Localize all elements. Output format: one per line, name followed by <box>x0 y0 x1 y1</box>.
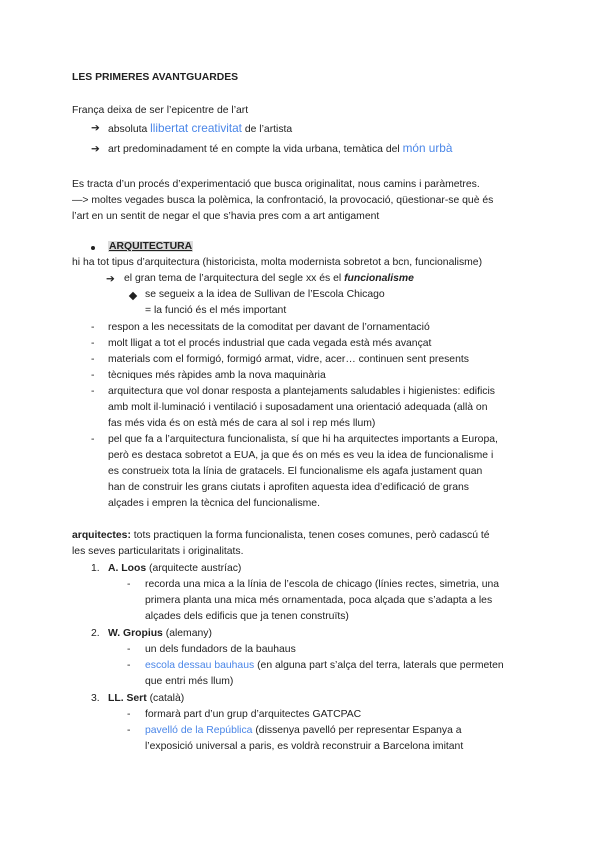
paragraph-line: l’art en un sentit de negar el que s’havia pres com a art antigament <box>72 211 380 222</box>
list-item-continuation: amb molt il·luminació i ventilació i suposadament una orientació adequada (allà on <box>108 402 488 413</box>
bullet-icon <box>91 246 95 250</box>
architects-intro-continuation: les seves particularitats i originalitats. <box>72 546 244 557</box>
sub-item: se segueix a la idea de Sullivan de l’Escola Chicago <box>145 289 385 300</box>
intro-item-1: absoluta llibertat creativitat de l’artista <box>108 121 293 135</box>
list-item-continuation: alçades dels edificis que ja tenen construïts) <box>145 611 349 622</box>
dash-icon: - <box>91 354 95 365</box>
dash-icon: - <box>127 709 131 720</box>
link-pavello-republica[interactable]: pavelló de la República <box>145 725 253 736</box>
arrow-icon: ➔ <box>106 274 115 285</box>
list-item-continuation: que entri més llum) <box>145 676 234 687</box>
architect-name-gropius: W. Gropius (alemany) <box>108 628 212 639</box>
dash-icon: - <box>127 644 131 655</box>
diamond-bullet-icon <box>129 292 137 300</box>
architects-intro: arquitectes: tots practiquen la forma funcionalista, tenen coses comunes, però cadascú té <box>72 530 490 541</box>
list-item-continuation: es construeix tota la línia de gratacels. El funcionalisme els agafa justament quan <box>108 466 483 477</box>
list-item: respon a les necessitats de la comoditat per davant de l’ornamentació <box>108 322 430 333</box>
list-item: pel que fa a l’arquitectura funcionalista, sí que hi ha arquitectes importants a Europa, <box>108 434 498 445</box>
list-item-continuation: l’exposició universal a paris, es voldrà reconstruir a Barcelona imitant <box>145 741 464 752</box>
dash-icon: - <box>91 386 95 397</box>
link-escola-dessau-bauhaus[interactable]: escola dessau bauhaus <box>145 660 255 671</box>
list-item: materials com el formigó, formigó armat, vidre, acer… continuen sent presents <box>108 354 469 365</box>
list-item-continuation: fas més vida és on està més de cara al sol i rep més llum) <box>108 418 376 429</box>
paragraph-line: Es tracta d’un procés d’experimentació que busca originalitat, nous camins i paràmetres. <box>72 179 480 190</box>
dash-icon: - <box>91 338 95 349</box>
intro-line: França deixa de ser l’epicentre de l’art <box>72 105 249 116</box>
arrow-item: el gran tema de l’arquitectura del segle xx és el funcionalisme <box>124 273 414 284</box>
list-item: pavelló de la República (dissenya pavelló per representar Espanya a <box>145 725 462 736</box>
architect-name-loos: A. Loos (arquitecte austríac) <box>108 563 242 574</box>
list-item: arquitectura que vol donar resposta a plantejaments saludables i higienistes: edificis <box>108 386 495 397</box>
list-item: un dels fundadors de la bauhaus <box>145 644 296 655</box>
dash-icon: - <box>91 434 95 445</box>
list-item-continuation: alçades i empren la tècnica del funcionalisme. <box>108 498 320 509</box>
intro-item-2: art predominadament té en compte la vida urbana, temàtica del món urbà <box>108 141 453 155</box>
arrow-icon: ➔ <box>91 123 100 134</box>
list-number: 1. <box>91 563 100 574</box>
sub-item-continuation: = la funció és el més important <box>145 305 287 316</box>
page-title: LES PRIMERES AVANTGUARDES <box>72 72 239 83</box>
list-item: molt lligat a tot el procés industrial que cada vegada està més avançat <box>108 338 432 349</box>
list-number: 2. <box>91 628 100 639</box>
list-item: tècniques més ràpides amb la nova maquinària <box>108 370 326 381</box>
list-item-continuation: han de construir les grans ciutats i aprofiten aquesta idea d’edificació de grans <box>108 482 470 493</box>
list-number: 3. <box>91 693 100 704</box>
arrow-icon: ➔ <box>91 144 100 155</box>
dash-icon: - <box>127 725 131 736</box>
list-item-continuation: però es destaca sobretot a EUA, ja que és on més es veu la idea de funcionalisme i <box>108 450 494 461</box>
list-item: recorda una mica a la línia de l’escola de chicago (línies rectes, simetria, una <box>145 579 500 590</box>
section-heading: ARQUITECTURA <box>109 241 193 252</box>
link-llibertat-creativitat[interactable]: llibertat creativitat <box>150 121 242 135</box>
list-item: formarà part d’un grup d’arquitectes GATCPAC <box>145 709 362 720</box>
list-item: escola dessau bauhaus (en alguna part s’alça del terra, laterals que permeten <box>145 660 504 671</box>
paragraph-line: —> moltes vegades busca la polèmica, la confrontació, la provocació, qüestionar-se què és <box>72 195 494 206</box>
dash-icon: - <box>127 579 131 590</box>
architect-name-sert: LL. Sert (català) <box>108 693 185 704</box>
dash-icon: - <box>91 370 95 381</box>
section-intro: hi ha tot tipus d’arquitectura (historicista, molta modernista sobretot a bcn, funcionalisme) <box>72 257 483 268</box>
link-mon-urba[interactable]: món urbà <box>402 141 453 155</box>
dash-icon: - <box>91 322 95 333</box>
list-item-continuation: primera planta una mica més ornamentada, poca alçada que s’adapta a les <box>145 595 493 606</box>
dash-icon: - <box>127 660 131 671</box>
